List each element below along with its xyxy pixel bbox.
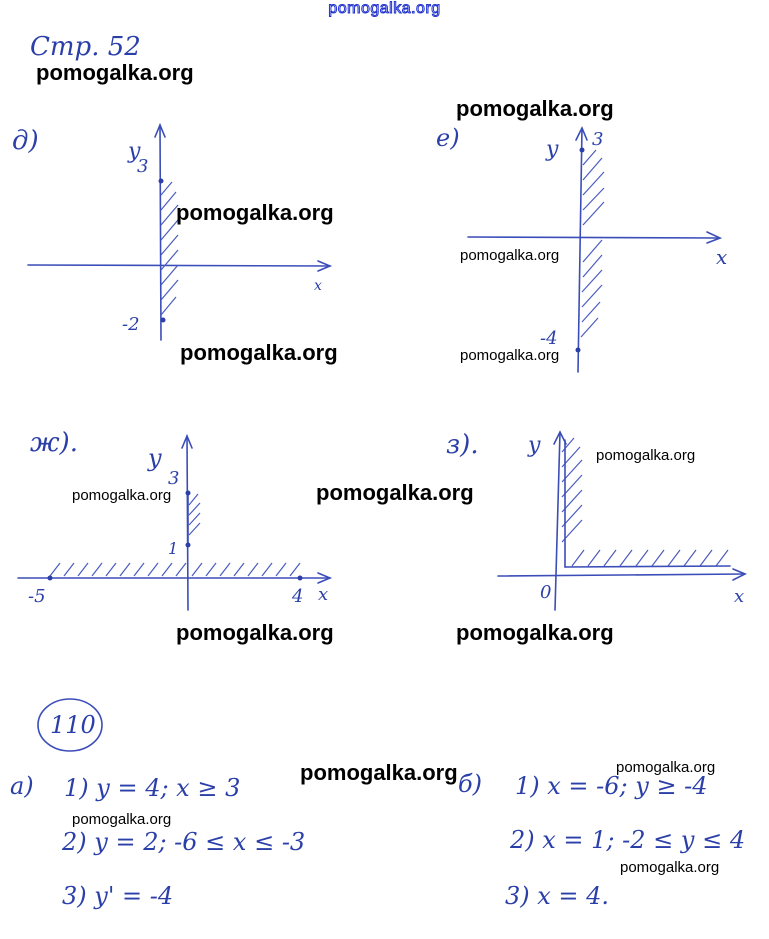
graph-e-y-label: y	[546, 137, 559, 162]
graph-zh-tick-1: 1	[168, 539, 179, 558]
graph-e-tick-bottom: -4	[540, 328, 558, 349]
graph-zh-label: ж).	[30, 428, 78, 458]
part-a-item-1: 1) y = 4; x ≥ 3	[64, 774, 241, 802]
graph-d-x-label: x	[314, 278, 322, 294]
graph-zh-tick-minus5: -5	[28, 586, 46, 607]
watermark-8: pomogalka.org	[316, 480, 474, 505]
watermark-6: pomogalka.org	[460, 347, 560, 364]
graph-z-y-label: y	[528, 433, 541, 458]
part-b-label: б)	[458, 770, 483, 798]
part-b-item-3: 3) x = 4.	[505, 882, 610, 910]
graph-d-y-label: y	[128, 139, 141, 164]
watermark-5: pomogalka.org	[180, 340, 338, 365]
watermark-15: pomogalka.org	[620, 859, 720, 876]
watermark-1: pomogalka.org	[36, 60, 194, 85]
part-b-item-2: 2) x = 1; -2 ≤ y ≤ 4	[510, 826, 746, 854]
page-reference: Стр. 52	[30, 32, 141, 62]
graph-e-tick-top: 3	[592, 129, 604, 150]
graph-z-x-label: x	[734, 586, 745, 607]
part-a-label: а)	[10, 772, 34, 800]
graph-zh-tick-4: 4	[292, 586, 304, 607]
graph-e-label: е)	[436, 124, 460, 152]
watermark-2: pomogalka.org	[456, 96, 614, 121]
watermark-11: pomogalka.org	[456, 620, 614, 645]
graph-z-label: з).	[446, 430, 479, 460]
watermark-4: pomogalka.org	[460, 247, 560, 264]
graph-e-x-label: x	[716, 245, 728, 269]
watermark-13: pomogalka.org	[616, 759, 716, 776]
site-watermark-top: pomogalka.org	[328, 0, 441, 17]
watermark-3: pomogalka.org	[176, 200, 334, 225]
graph-zh-y-label: y	[148, 444, 162, 472]
part-a-item-2: 2) y = 2; -6 ≤ x ≤ -3	[62, 828, 306, 856]
watermark-9: pomogalka.org	[72, 487, 172, 504]
task-number: 110	[50, 711, 96, 739]
graph-d-tick-top: 3	[137, 156, 149, 177]
graph-d-label: д)	[12, 126, 39, 156]
graph-zh-tick-3: 3	[168, 468, 180, 489]
part-b-item-1: 1) x = -6; y ≥ -4	[515, 772, 708, 800]
graph-d-tick-bottom: -2	[122, 314, 140, 335]
watermark-14: pomogalka.org	[72, 811, 172, 828]
watermark-7: pomogalka.org	[596, 447, 696, 464]
graph-z-origin: 0	[540, 582, 552, 603]
watermark-10: pomogalka.org	[176, 620, 334, 645]
part-a-item-3: 3) y' = -4	[62, 882, 174, 910]
watermark-12: pomogalka.org	[300, 760, 458, 785]
graph-zh-x-label: x	[318, 584, 329, 605]
